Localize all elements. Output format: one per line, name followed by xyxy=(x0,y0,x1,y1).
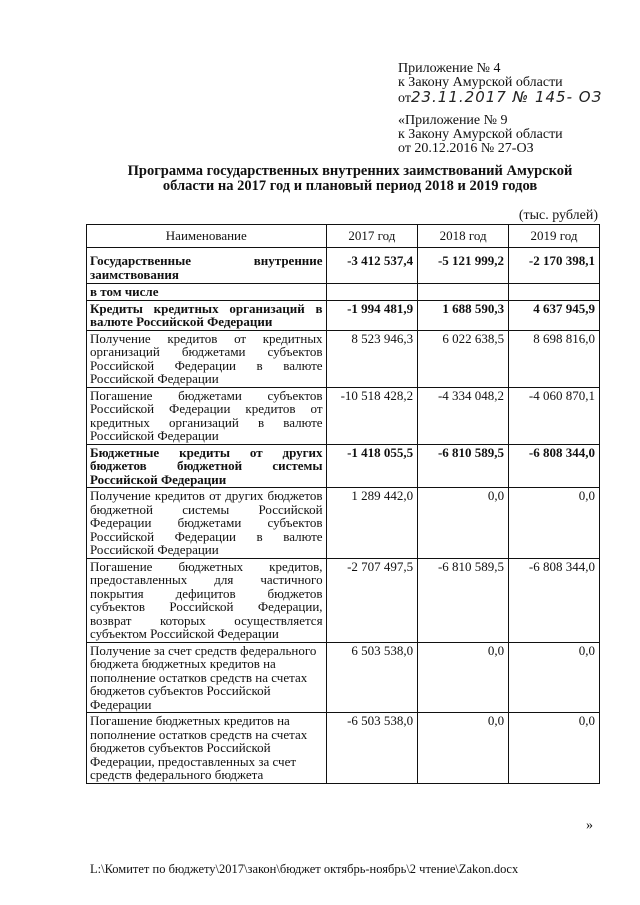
row-value-2018: 0,0 xyxy=(418,488,509,559)
row-value-2019 xyxy=(509,284,600,301)
table-header-row xyxy=(87,225,600,248)
row-value-2019: -6 808 344,0 xyxy=(509,444,600,488)
table-row xyxy=(87,330,600,387)
row-value-2018: -6 810 589,5 xyxy=(418,444,509,488)
row-value-2017: 1 289 442,0 xyxy=(326,488,418,559)
row-value-2017: 6 503 538,0 xyxy=(326,642,418,713)
header-2019: 2019 год xyxy=(509,225,600,248)
row-value-2017: -2 707 497,5 xyxy=(326,558,418,642)
table-row xyxy=(87,284,600,301)
row-value-2017: -1 418 055,5 xyxy=(326,444,418,488)
row-value-2019: -4 060 870,1 xyxy=(509,387,600,444)
row-value-2018: 1 688 590,3 xyxy=(418,300,509,330)
row-value-2019: 8 698 816,0 xyxy=(509,330,600,387)
table-row xyxy=(87,713,600,784)
table-row xyxy=(87,300,600,330)
row-value-2018: -4 334 048,2 xyxy=(418,387,509,444)
table-row xyxy=(87,642,600,713)
appendix-new-line3 xyxy=(398,90,602,106)
table-row xyxy=(87,248,600,284)
row-value-2018: 6 022 638,5 xyxy=(418,330,509,387)
row-value-2017: -6 503 538,0 xyxy=(326,713,418,784)
row-value-2017: -10 518 428,2 xyxy=(326,387,418,444)
appendix-new-line1: Приложение № 4 xyxy=(398,61,501,76)
row-value-2019: 4 637 945,9 xyxy=(509,300,600,330)
row-value-2019: 0,0 xyxy=(509,713,600,784)
table-row xyxy=(87,387,600,444)
row-value-2017: -3 412 537,4 xyxy=(326,248,418,284)
row-name: Кредиты кредитных организаций в валюте Российской Федерации xyxy=(87,300,327,330)
row-name: Получение за счет средств федерального бюджета бюджетных кредитов на пополнение остатков средств на счетах бюджетов субъектов Российской Федерации xyxy=(87,642,327,713)
row-value-2018: -5 121 999,2 xyxy=(418,248,509,284)
units-label: (тыс. рублей) xyxy=(518,208,598,223)
table-row xyxy=(87,488,600,559)
row-value-2018: 0,0 xyxy=(418,713,509,784)
row-value-2018 xyxy=(418,284,509,301)
row-name: Погашение бюджетных кредитов на пополнение остатков средств на счетах бюджетов субъектов Российской Федерации, предоставленных за счет средств федерального бюджета xyxy=(87,713,327,784)
header-name: Наименование xyxy=(87,225,327,248)
row-name: Бюджетные кредиты от других бюджетов бюджетной системы Российской Федерации xyxy=(87,444,327,488)
handwritten-date-number: 23.11.2017 № 145- ОЗ xyxy=(410,88,603,106)
row-name: в том числе xyxy=(87,284,327,301)
row-value-2019: -2 170 398,1 xyxy=(509,248,600,284)
row-value-2018: -6 810 589,5 xyxy=(418,558,509,642)
closing-quote: » xyxy=(586,818,593,833)
row-value-2018: 0,0 xyxy=(418,642,509,713)
file-path-footer: L:\Комитет по бюджету\2017\закон\бюджет октябрь-ноябрь\2 чтение\Zakon.docx xyxy=(90,862,519,876)
row-value-2019: 0,0 xyxy=(509,642,600,713)
appendix-old-line3: от 20.12.2016 № 27-ОЗ xyxy=(398,141,534,156)
row-value-2017 xyxy=(326,284,418,301)
appendix-old-line1: «Приложение № 9 xyxy=(398,113,508,128)
appendix-new xyxy=(398,62,602,106)
title-line2: области на 2017 год и плановый период 2018 и 2019 годов xyxy=(162,178,538,194)
row-value-2019: 0,0 xyxy=(509,488,600,559)
header-2018: 2018 год xyxy=(418,225,509,248)
appendix-new-line2: к Закону Амурской области xyxy=(398,75,563,90)
row-value-2017: 8 523 946,3 xyxy=(326,330,418,387)
row-name: Погашение бюджетами субъектов Российской Федерации кредитов от кредитных организаций в валюте Российской Федерации xyxy=(87,387,327,444)
row-name: Государственные внутренние заимствования xyxy=(87,248,327,284)
appendix-old-line2: к Закону Амурской области xyxy=(398,127,563,142)
document-title xyxy=(80,164,620,194)
row-name: Получение кредитов от кредитных организаций бюджетами субъектов Российской Федерации в валюте Российской Федерации xyxy=(87,330,327,387)
appendix-old xyxy=(398,114,563,156)
title-line1: Программа государственных внутренних заимствований Амурской xyxy=(127,163,573,179)
header-2017: 2017 год xyxy=(326,225,418,248)
row-value-2017: -1 994 481,9 xyxy=(326,300,418,330)
borrowing-program-table xyxy=(86,224,600,784)
appendix-new-date-prefix: от xyxy=(398,91,411,106)
row-value-2019: -6 808 344,0 xyxy=(509,558,600,642)
row-name: Получение кредитов от других бюджетов бюджетной системы Российской Федерации бюджетами субъектов Российской Федерации в валюте Российской Федерации xyxy=(87,488,327,559)
table-row xyxy=(87,558,600,642)
row-name: Погашение бюджетных кредитов, предоставленных для частичного покрытия дефицитов бюджетов субъектов Российской Федерации, возврат которых осуществляется субъектом Российской Федерации xyxy=(87,558,327,642)
table-row xyxy=(87,444,600,488)
